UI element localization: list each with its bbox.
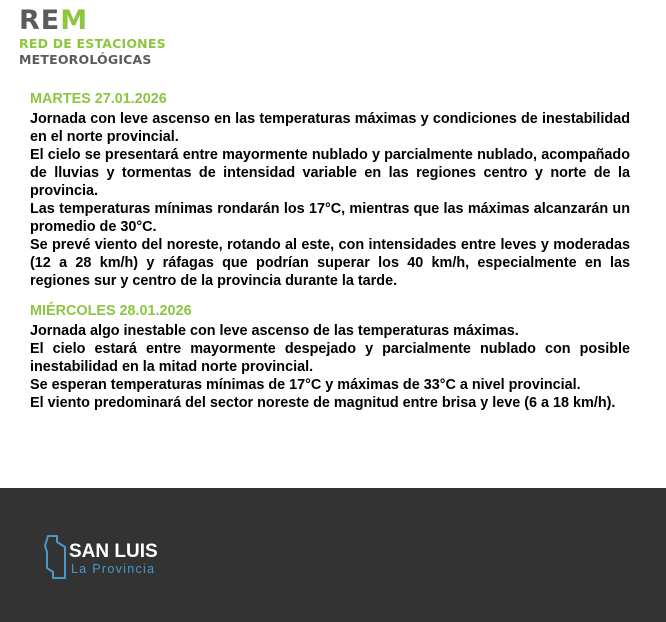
rem-logo-line2: METEOROLÓGICAS	[19, 52, 152, 67]
day-forecast-tuesday	[30, 90, 630, 290]
forecast-paragraph: El cielo se presentará entre mayormente nublado y parcialmente nublado, acompañado de lluvias y tormentas de intensidad variable en las regiones centro y norte de la provincia.	[30, 147, 630, 199]
forecast-paragraph: El cielo estará entre mayormente despejado y parcialmente nublado con posible inestabilidad en la mitad norte provincial.	[30, 341, 630, 375]
forecast-paragraph: Se prevé viento del noreste, rotando al este, con intensidades entre leves y moderadas (12 a 28 km/h) y ráfagas que podrían superar los 40 km/h, especialmente en las regiones sur y centro de la provincia durante la tarde.	[30, 237, 630, 289]
day-title: MIÉRCOLES 28.01.2026	[30, 303, 192, 319]
rem-logo-line1: RED DE ESTACIONES	[19, 36, 166, 51]
province-name: SAN LUIS	[69, 541, 158, 562]
forecast-paragraph: Las temperaturas mínimas rondarán los 17°C, mientras que las máximas alcanzarán un promedio de 30°C.	[30, 201, 630, 235]
rem-logo	[19, 6, 166, 68]
rem-logo-m: M	[60, 5, 89, 36]
province-subtitle: La Provincia	[71, 562, 156, 576]
san-luis-province-logo	[44, 534, 184, 584]
rem-logo-re: RE	[19, 5, 61, 36]
rem-logo-wordmark	[19, 6, 166, 36]
day-forecast-wednesday	[30, 302, 630, 412]
forecast-paragraph: Jornada algo inestable con leve ascenso de las temperaturas máximas.	[30, 323, 519, 339]
forecast-paragraph: El viento predominará del sector noreste de magnitud entre brisa y leve (6 a 18 km/h).	[30, 395, 616, 411]
forecast-content	[30, 90, 630, 412]
forecast-paragraph: Jornada con leve ascenso en las temperaturas máximas y condiciones de inestabilidad en el norte provincial.	[30, 111, 630, 145]
day-title: MARTES 27.01.2026	[30, 91, 167, 107]
forecast-paragraph: Se esperan temperaturas mínimas de 17°C y máximas de 33°C a nivel provincial.	[30, 377, 581, 393]
province-map-icon	[44, 534, 68, 580]
